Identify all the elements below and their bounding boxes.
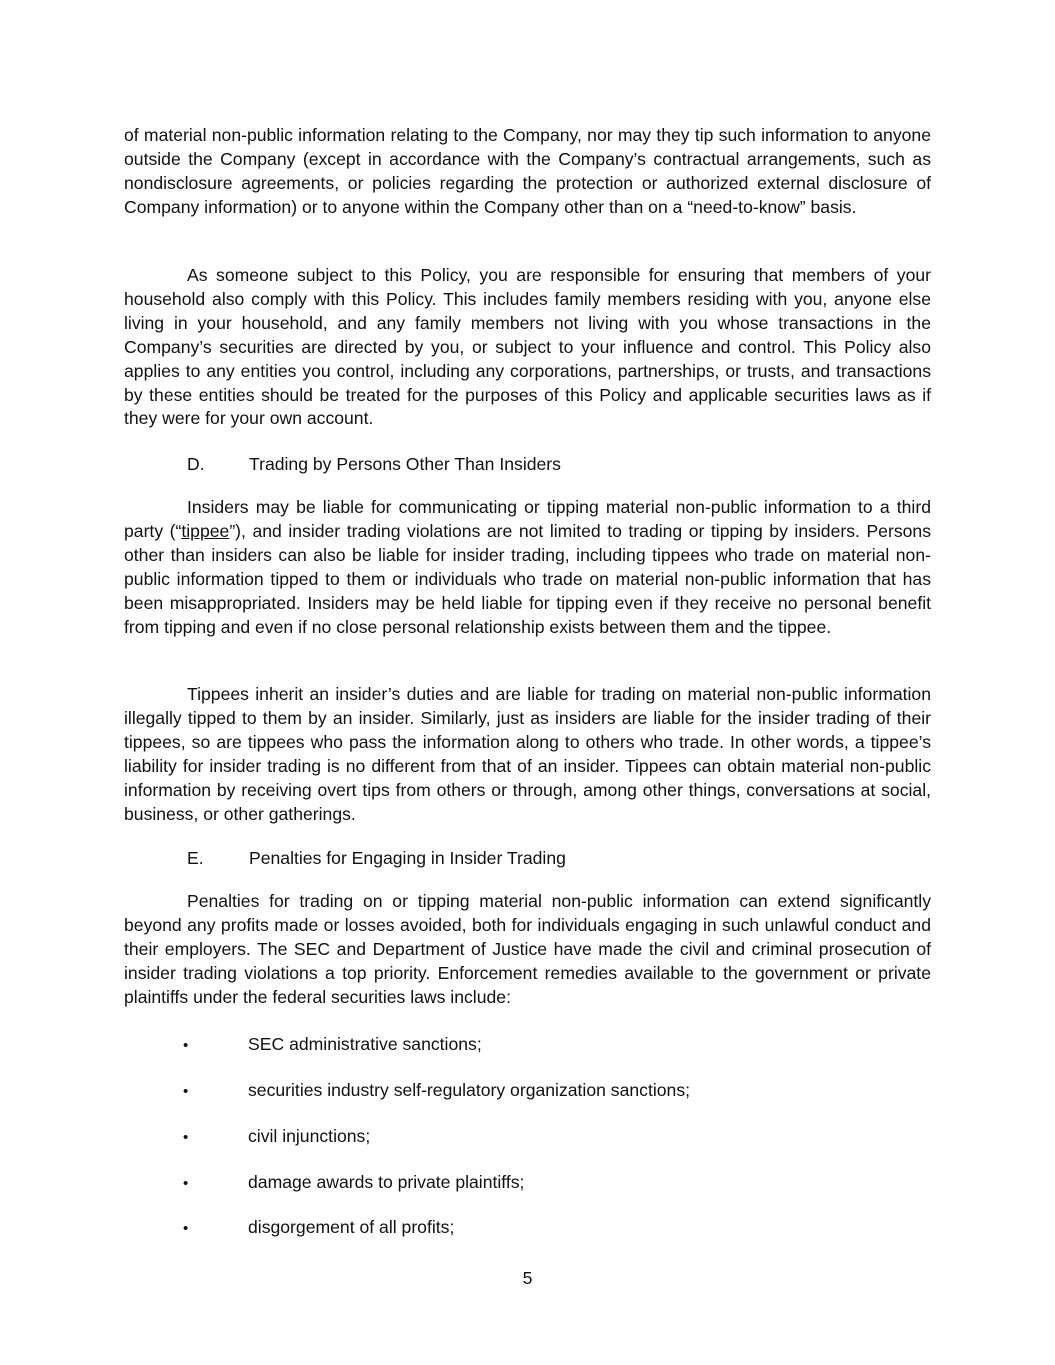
tippee-defined-term: tippee: [181, 520, 230, 541]
section-heading-e: [187, 846, 566, 870]
tippee-text-after: ”), and insider trading violations are not limited to trading or tipping by insiders. Persons other than insiders can also be liable for insider trading, including tippees who trade on material non-public information tipped to them or individuals who trade on material non-public information that has been misappropriated. Insiders may be held liable for tipping even if they receive no personal benefit from tipping and even if no close personal relationship exists between them and the tippee.: [124, 520, 931, 637]
list-item-text: disgorgement of all profits;: [248, 1217, 455, 1237]
list-item-text: SEC administrative sanctions;: [248, 1034, 482, 1054]
list-item-text: damage awards to private plaintiffs;: [248, 1172, 525, 1192]
paragraph-tipping-restriction: of material non-public information relating to the Company, nor may they tip such information to anyone outside the Company (except in accordance with the Company’s contractual arrangements, such as nondisclosure agreements, or policies regarding the protection or authorized external disclosure of Company information) or to anyone within the Company other than on a “need-to-know” basis.: [124, 125, 931, 217]
bullet-icon: •: [183, 1129, 189, 1146]
section-heading-d: [187, 452, 561, 476]
bullet-icon: •: [183, 1037, 189, 1054]
list-item: [183, 1170, 524, 1196]
list-item: [183, 1124, 370, 1150]
section-title-e: Penalties for Engaging in Insider Trading: [249, 848, 566, 868]
paragraph-tippee-liability: [124, 496, 931, 639]
paragraph-penalties: Penalties for trading on or tipping material non-public information can extend significantly beyond any profits made or losses avoided, both for individuals engaging in such unlawful conduct and their employers. The SEC and Department of Justice have made the civil and criminal prosecution of insider trading violations a top priority. Enforcement remedies available to the government or private plaintiffs under the federal securities laws include:: [124, 891, 931, 1007]
section-title-d: Trading by Persons Other Than Insiders: [249, 454, 561, 474]
section-letter-e: E.: [187, 848, 204, 868]
list-item: [183, 1215, 454, 1241]
list-item: [183, 1078, 690, 1104]
list-item-text: civil injunctions;: [248, 1126, 371, 1146]
bullet-icon: •: [183, 1083, 189, 1100]
bullet-icon: •: [183, 1220, 189, 1237]
paragraph-household-members: As someone subject to this Policy, you are responsible for ensuring that members of your household also comply with this Policy. This includes family members residing with you, anyone else living in your household, and any family members not living with you whose transactions in the Company’s securities are directed by you, or subject to your influence and control. This Policy also applies to any entities you control, including any corporations, partnerships, or trusts, and transactions by these entities should be treated for the purposes of this Policy and applicable securities laws as if they were for your own account.: [124, 265, 931, 429]
paragraph-tippee-duties: Tippees inherit an insider’s duties and are liable for trading on material non-public information illegally tipped to them by an insider. Similarly, just as insiders are liable for the insider trading of their tippees, so are tippees who pass the information along to others who trade. In other words, a tippee’s liability for insider trading is no different from that of an insider. Tippees can obtain material non-public information by receiving overt tips from others or through, among other things, conversations at social, business, or other gatherings.: [124, 684, 931, 824]
list-item: [183, 1032, 482, 1058]
tippee-text-before: Insiders may be liable for communicating or tipping material non-public information to a third party (“: [124, 497, 931, 541]
section-letter-d: D.: [187, 454, 205, 474]
page-number: 5: [522, 1268, 533, 1288]
bullet-icon: •: [183, 1175, 189, 1192]
list-item-text: securities industry self-regulatory organization sanctions;: [248, 1080, 691, 1100]
